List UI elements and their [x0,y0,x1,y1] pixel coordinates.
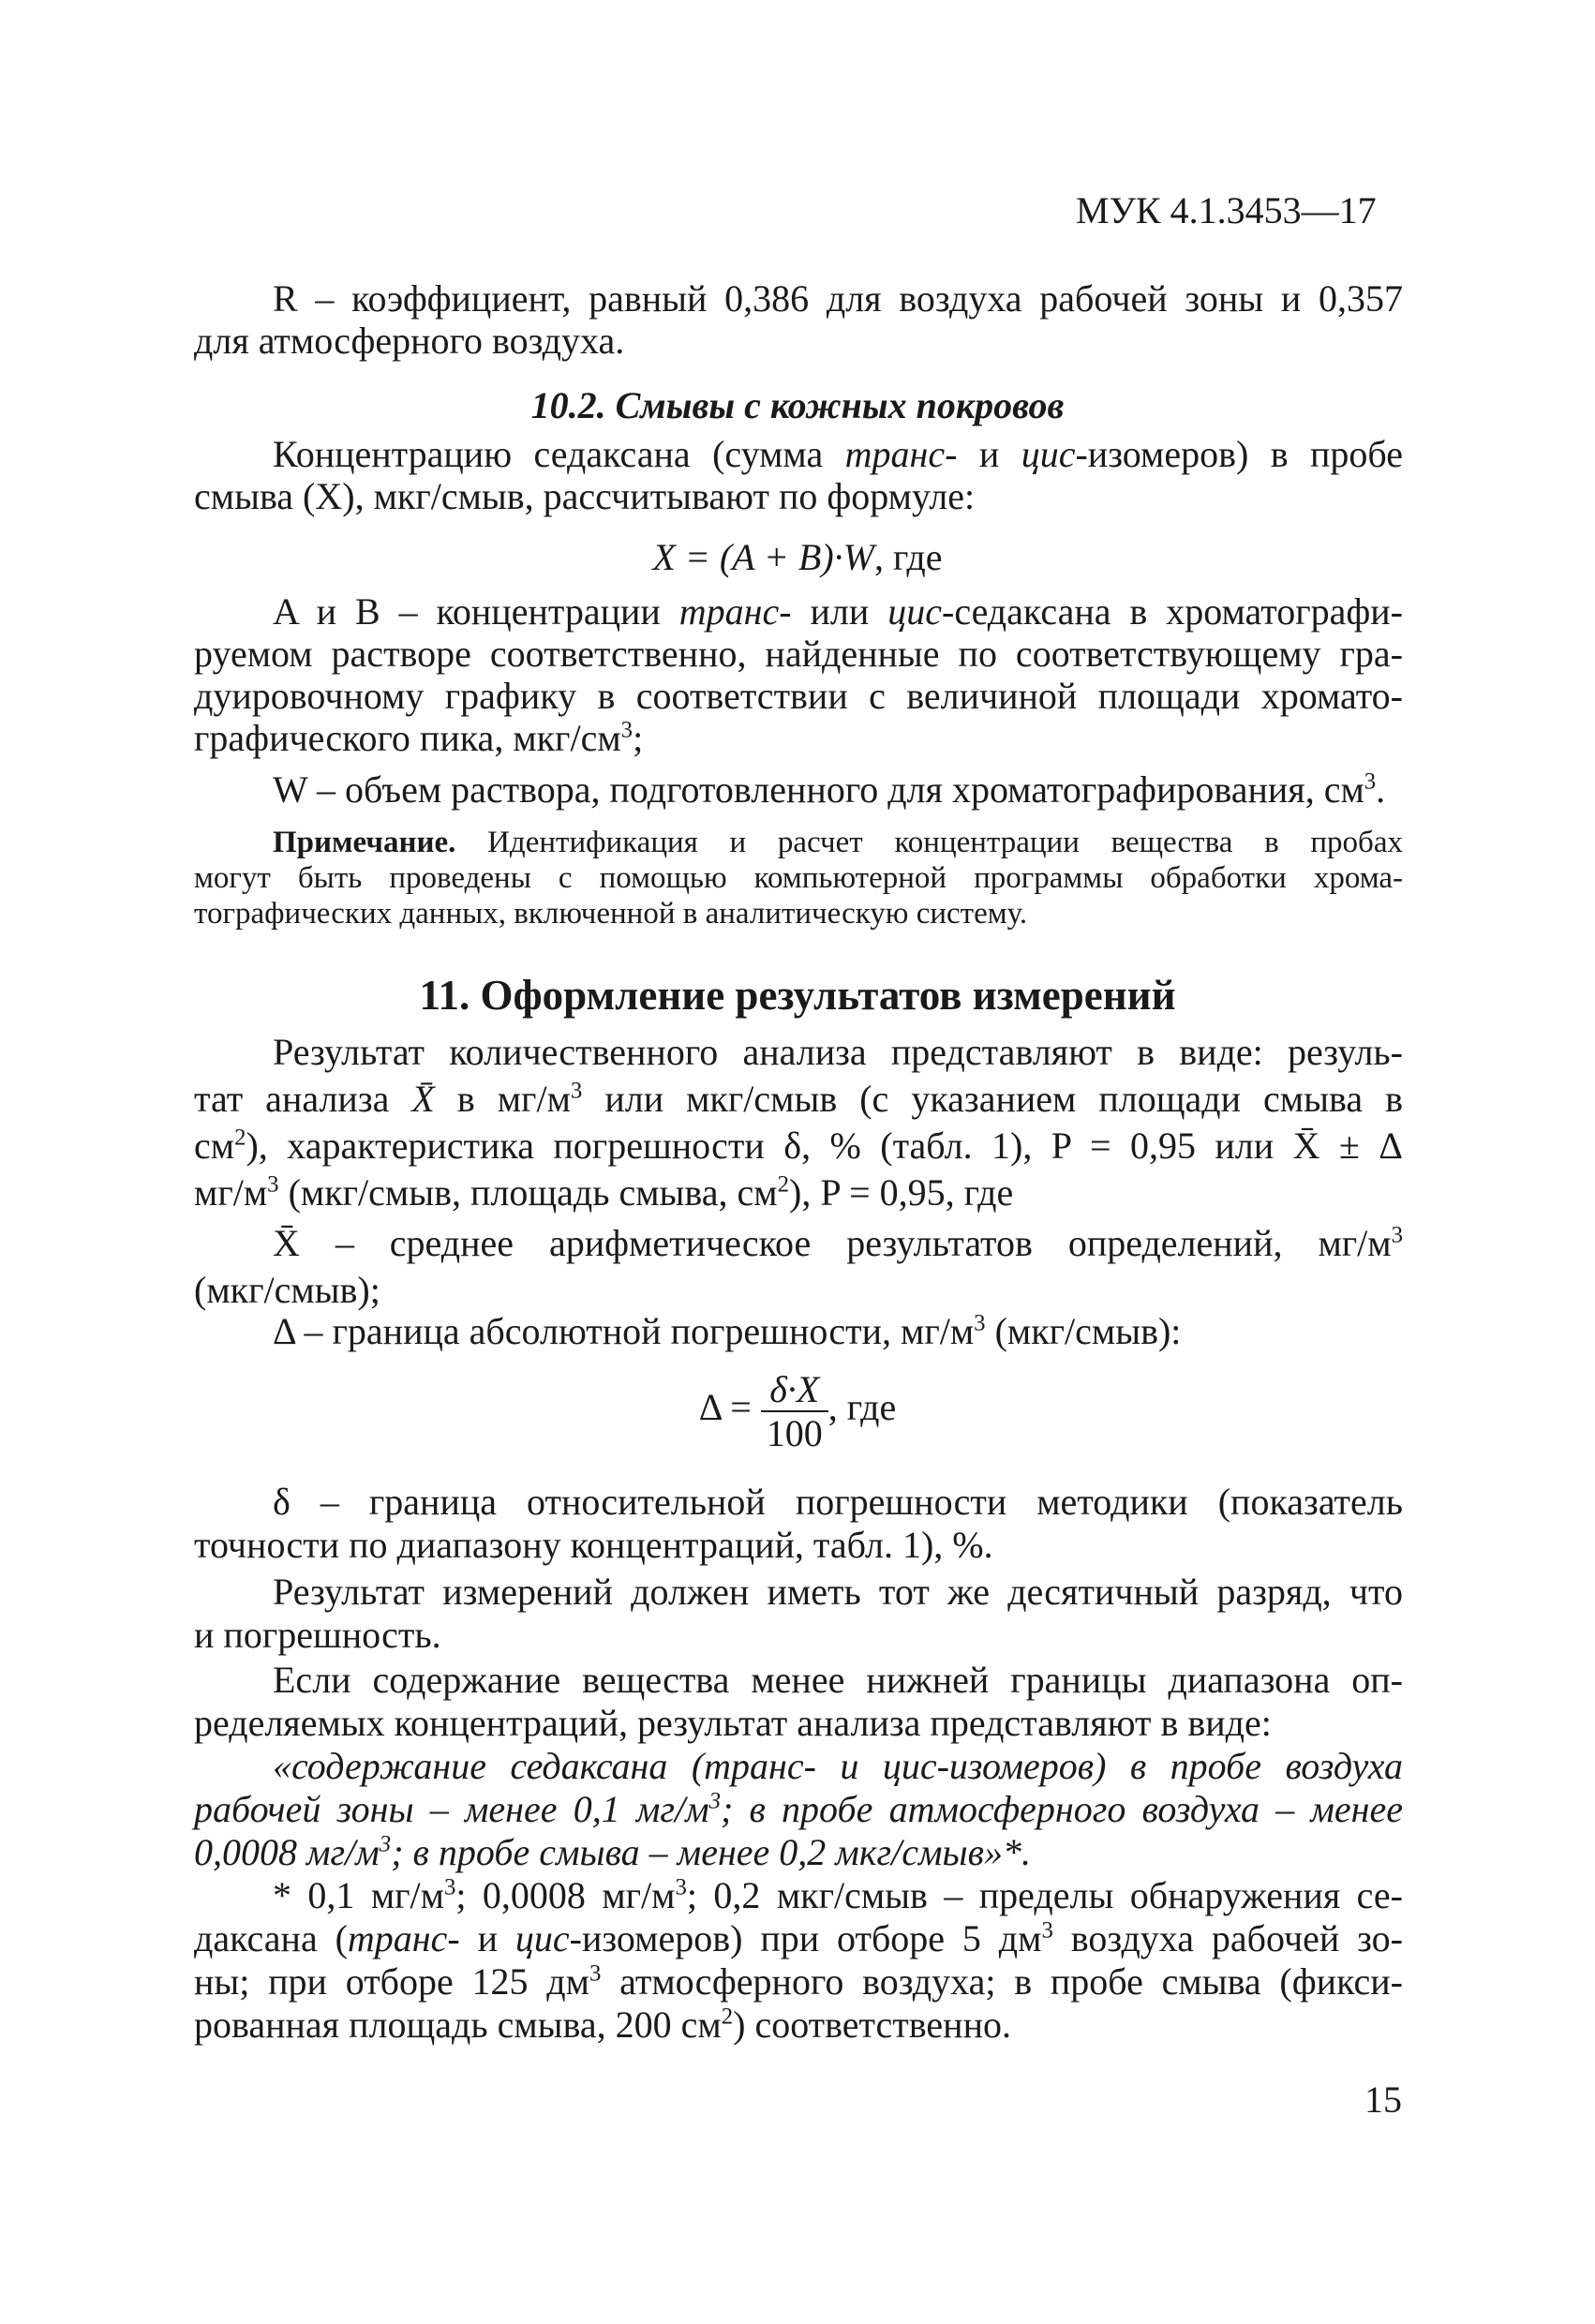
paragraph-delta-definition [194,1310,1403,1352]
paragraph-line: ны; при отборе 125 $дм^3$ атмосферного воздуха; в пробе смыва (фикси- [194,1960,1403,2003]
paragraph-line: руемом растворе соответственно, найденные по соответствующему гра- [194,633,1403,675]
paragraph-line: $мг/м^3$ (мкг/смыв, площадь смыва, $см^2$), P = 0,95, где [194,1171,1014,1214]
paragraph-line: Концентрацию седаксана (сумма транс- и цис-изомеров) в пробе [273,433,1403,475]
formula-lhs: Δ = [698,1386,752,1429]
paragraph-results [194,1029,1403,1216]
paragraph-line: ределяемых концентраций, результат анализа представляют в виде: [194,1702,1272,1744]
paragraph-line: δ – граница относительной погрешности методики (показатель [273,1481,1403,1523]
formula-fraction [761,1368,828,1454]
note-label: Примечание. [273,826,456,859]
paragraph-line: $см^2$), характеристика погрешности δ, % (табл. 1), P = 0,95 или X̄ ± Δ [194,1125,1403,1167]
page-number: 15 [1364,2078,1402,2121]
note-block [194,825,1403,931]
note-line: Примечание. Идентификация и расчет концентрации вещества в пробах [273,826,1403,859]
formula-tail: , где [827,1386,897,1429]
paragraph-line: «содержание седаксана (транс- и цис-изомеров) в пробе воздуха [273,1745,1403,1787]
paragraph-line: W – объем раствора, подготовленного для хроматографирования, $см^3$. [273,768,1386,811]
paragraph-line: A и B – концентрации транс- или цис-седаксана в хроматографи- [273,590,1403,633]
paragraph-line: рабочей зоны – менее 0,1 $мг/м^3$; в пробе атмосферного воздуха – менее [194,1788,1404,1830]
paragraph-quoted-result [194,1745,1403,1874]
paragraph-line: и погрешность. [194,1614,441,1656]
paragraph-line: графического пика, мкг/$см^3$; [194,717,644,759]
paragraph-line: точности по диапазону концентраций, табл. 1), %. [194,1524,993,1566]
section-heading-11: 11. Оформление результатов измерений [419,972,1176,1019]
document-code: МУК 4.1.3453—17 [1076,189,1377,231]
paragraph-line: Результат количественного анализа представляют в виде: резуль- [273,1031,1403,1073]
paragraph-relative-error [194,1481,1403,1567]
fraction-denominator: 100 [761,1410,828,1454]
formula-expression: X = (A + B)·W [652,536,874,578]
paragraph-line: 0,0008 $мг/м^3$; в пробе смыва – менее 0,2 мкг/смыв»*. [194,1831,1031,1873]
formula-tail: , где [874,536,943,578]
paragraph-xbar-definition [194,1220,1403,1314]
paragraph-line: тат анализа X̄ в $мг/м^3$ или мкг/смыв (с указанием площади смыва в [194,1078,1404,1120]
paragraph-line: рованная площадь смыва, 200 $см^2$) соответственно. [194,2004,1011,2046]
paragraph-line: Результат измерений должен иметь тот же десятичный разряд, что [273,1571,1403,1613]
paragraph-concentration [194,433,1403,517]
paragraph-line: X̄ – среднее арифметическое результатов определений, $мг/м^3$ [273,1222,1403,1264]
formula-x [0,536,1595,578]
formula-delta [0,1368,1595,1454]
fraction-numerator: δ·X [769,1368,820,1410]
paragraph-line: даксана (транс- и цис-изомеров) при отборе 5 $дм^3$ воздуха рабочей зо- [194,1917,1403,1959]
paragraph-line: дуировочному графику в соответствии с величиной площади хромато- [194,675,1403,717]
paragraph-line: смыва (X), мкг/смыв, рассчитывают по формуле: [194,475,976,517]
paragraph-line: * 0,1 $мг/м^3$; 0,0008 $мг/м^3$; 0,2 мкг/смыв – пределы обнаружения се- [273,1874,1403,1916]
paragraph-decimal-place [194,1571,1403,1657]
paragraph-w-definition [194,768,1403,811]
paragraph-line: Если содержание вещества менее нижней границы диапазона оп- [273,1659,1403,1701]
paragraph-line: (мкг/смыв); [194,1269,380,1311]
paragraph-line: для атмосферного воздуха. [194,320,625,362]
paragraph-r-coefficient [194,277,1403,362]
paragraph-line: R – коэффициент, равный 0,386 для воздуха рабочей зоны и 0,357 [273,277,1403,320]
paragraph-a-b-definition [194,590,1403,759]
paragraph-line: Δ – граница абсолютной погрешности, $мг/м^3$ (мкг/смыв): [273,1310,1182,1352]
paragraph-below-range [194,1659,1403,1745]
note-line: тографических данных, включенной в аналитическую систему. [194,897,1028,931]
note-line: могут быть проведены с помощью компьютерной программы обработки хрома- [194,861,1403,895]
subsection-heading-10-2: 10.2. Смывы с кожных покровов [530,384,1065,426]
paragraph-footnote [194,1874,1403,2047]
